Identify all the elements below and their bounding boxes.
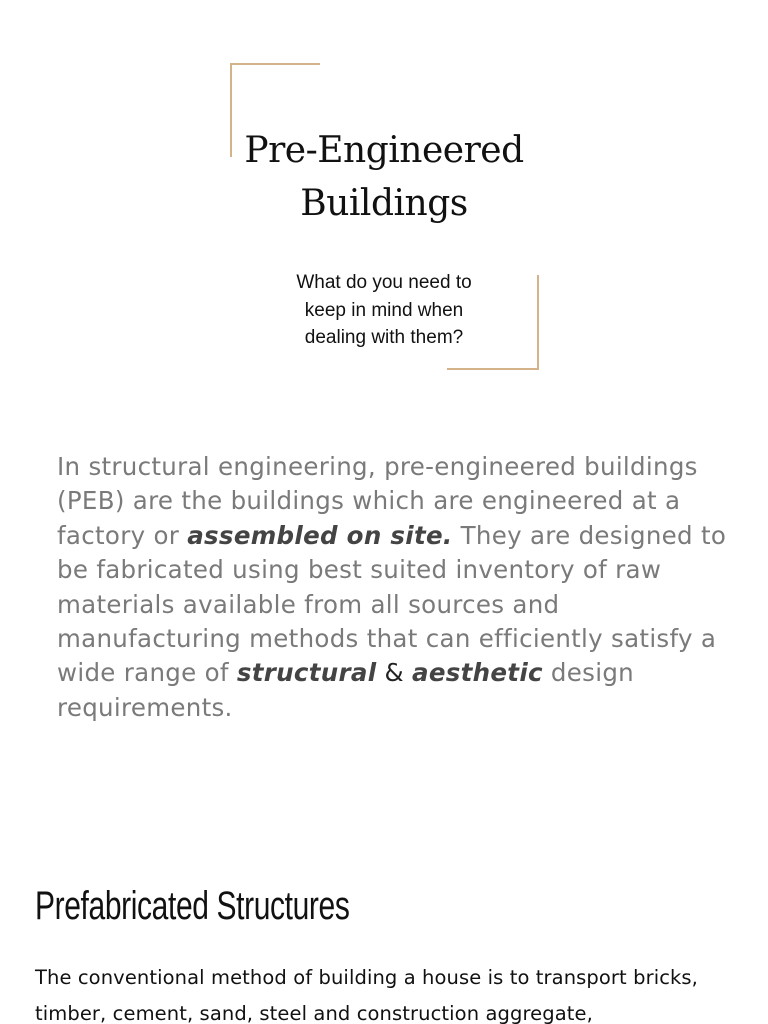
intro-ampersand: & — [376, 658, 412, 688]
section-body-text: The conventional method of building a house is to transport bricks, timber, cement, sand, steel and construction aggregate, — [35, 966, 698, 1024]
intro-paragraph — [57, 450, 737, 725]
page-title-line2: Buildings — [300, 183, 468, 224]
intro-emphasis-structural: structural — [236, 658, 377, 688]
intro-text-1: In structural engineering, pre-engineered buildings (PEB) are the buildings which are engineered at a factory or — [57, 452, 698, 550]
decorative-bracket-bottom — [447, 275, 539, 370]
intro-emphasis-aesthetic: aesthetic — [412, 658, 543, 688]
subtitle-line3: dealing with them? — [304, 327, 464, 348]
intro-text-2: They are designed to be fabricated using best suited inventory of raw materials available from all sources and manufacturing methods that can efficiently satisfy a wide range of — [57, 520, 727, 688]
subtitle-line1: What do you need to — [296, 272, 472, 293]
page-title-line1: Pre-Engineered — [244, 130, 524, 171]
intro-text-3: design requirements. — [57, 658, 635, 722]
page-title — [184, 124, 584, 230]
subtitle-line2: keep in mind when — [304, 299, 464, 321]
section-heading: Prefabricated Structures — [35, 884, 350, 928]
intro-emphasis-assembled: assembled on site. — [187, 520, 453, 550]
